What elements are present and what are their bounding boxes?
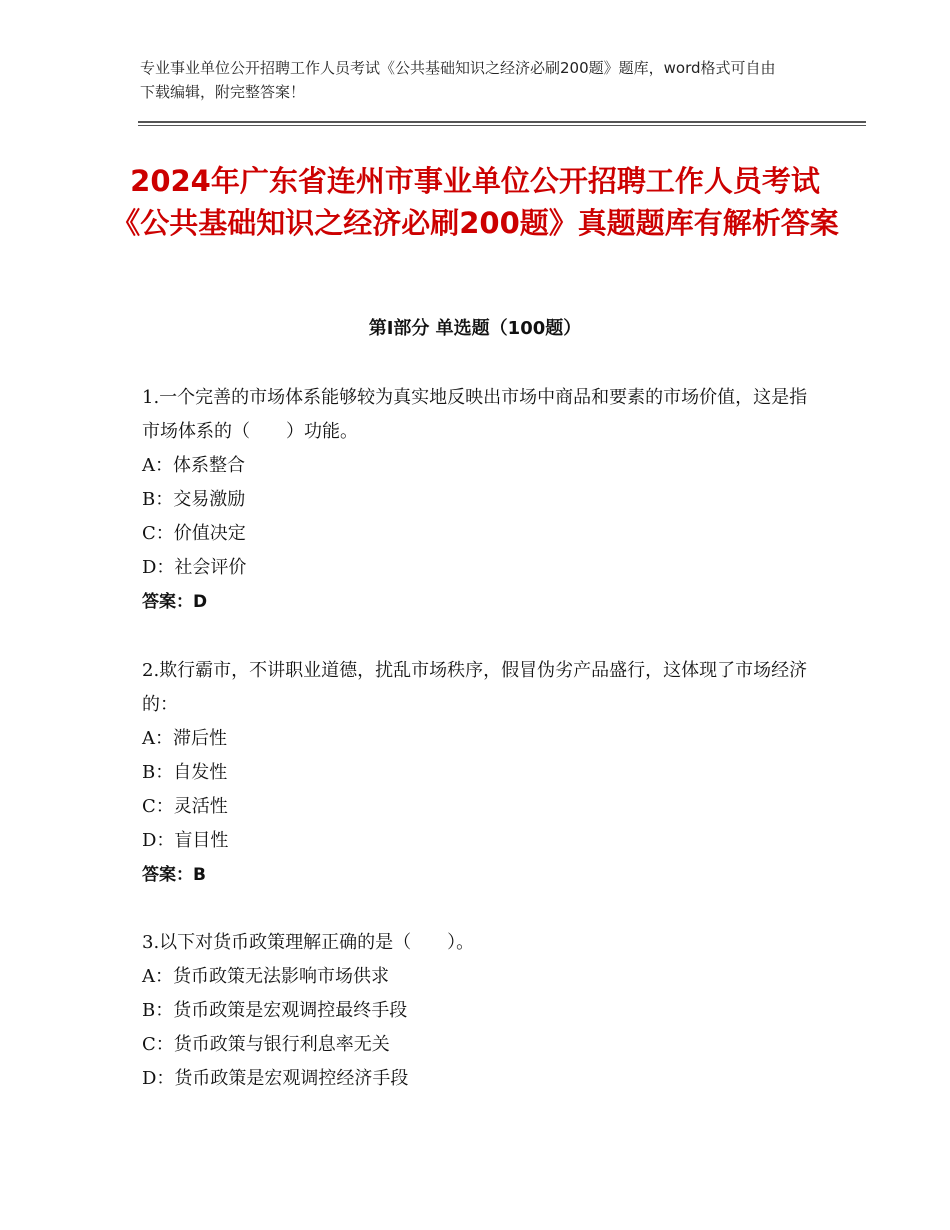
- option-c[interactable]: C：货币政策与银行利息率无关: [142, 1034, 390, 1055]
- answer-text: 答案：D: [142, 592, 208, 612]
- question-stem: 3.以下对货币政策理解正确的是（ ）。: [142, 932, 475, 953]
- question-stem: 2.欺行霸市，不讲职业道德，扰乱市场秩序，假冒伪劣产品盛行，这体现了市场经济的：: [142, 660, 808, 715]
- option-d[interactable]: D：盲目性: [142, 830, 229, 851]
- option-b[interactable]: B：货币政策是宏观调控最终手段: [142, 1000, 408, 1021]
- question-3: [142, 926, 812, 1096]
- question-2: [142, 654, 812, 892]
- document-title: 2024年广东省连州市事业单位公开招聘工作人员考试《公共基础知识之经济必刷200题》真题题库有解析答案: [111, 164, 839, 240]
- header-rule-thin: [138, 125, 866, 126]
- question-1: [142, 381, 812, 619]
- answer-text: 答案：B: [142, 865, 206, 885]
- option-a[interactable]: A：货币政策无法影响市场供求: [142, 966, 389, 987]
- option-d[interactable]: D：社会评价: [142, 557, 247, 578]
- header-note: 专业事业单位公开招聘工作人员考试《公共基础知识之经济必刷200题》题库，word格式可自由下载编辑，附完整答案！: [140, 59, 776, 101]
- option-b[interactable]: B：自发性: [142, 762, 228, 783]
- header-rule-thick: [138, 121, 866, 123]
- option-a[interactable]: A：滞后性: [142, 728, 227, 749]
- section-title: 第Ⅰ部分 单选题（100题）: [368, 318, 582, 339]
- option-c[interactable]: C：灵活性: [142, 796, 228, 817]
- option-d[interactable]: D：货币政策是宏观调控经济手段: [142, 1068, 409, 1089]
- option-c[interactable]: C：价值决定: [142, 523, 246, 544]
- option-a[interactable]: A：体系整合: [142, 455, 245, 476]
- question-stem: 1.一个完善的市场体系能够较为真实地反映出市场中商品和要素的市场价值，这是指市场体系的（ ）功能。: [142, 387, 808, 442]
- option-b[interactable]: B：交易激励: [142, 489, 246, 510]
